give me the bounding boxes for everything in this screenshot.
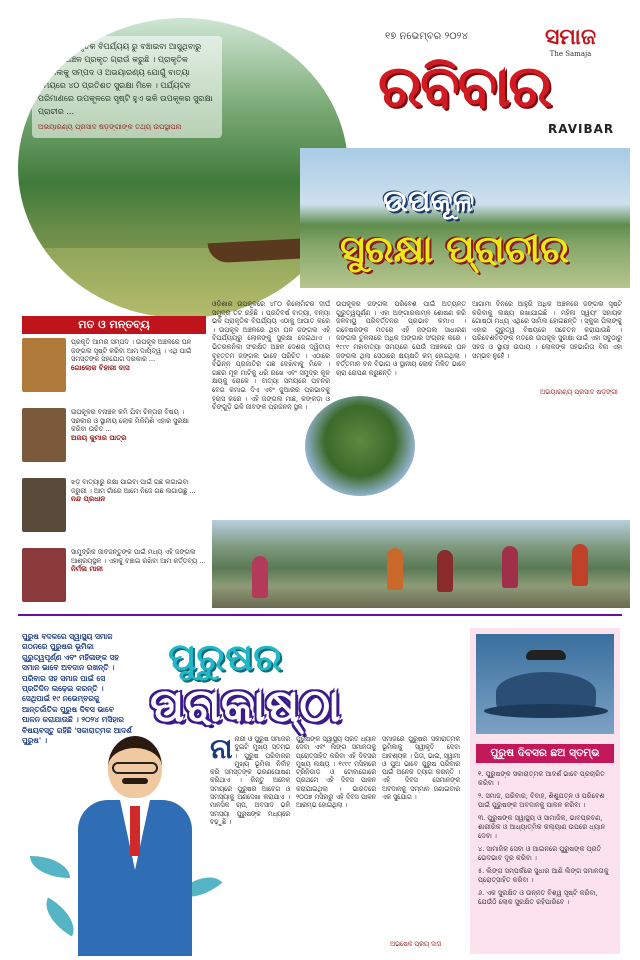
sidebar-list (478, 770, 614, 911)
opinion-body: ସାମୁଦ୍ରିକ ଜୀବଜନ୍ତୁଙ୍କ ପାଇଁ ମଧ୍ୟ ଏହି ଜଙ୍ଗଲ ଆଶ୍ରୟସ୍ଥଳ । ଏହାକୁ ବଞ୍ଚାଇ ରଖିବା ଆମ କର୍ତ୍ତବ୍ୟ ... (71, 548, 206, 565)
feature-column-1 (210, 736, 290, 954)
glasses-icon (112, 762, 158, 774)
list-item: ୨. ସମାଜ, ପରିବାର, ବିବାହ, ଶିଶୁଯତ୍ନ ଓ ପରିବେଶ ପାଇଁ ପୁରୁଷଙ୍କ ଅବଦାନକୁ ପାଳନ କରିବା । (478, 792, 605, 809)
issue-date: ୧୭ ନଭେମ୍ବର ୨୦୨୪ (385, 31, 468, 42)
opinion-text (71, 478, 206, 546)
samaja-logo-subtext: The Samaja (549, 50, 592, 58)
feature-credit: ଅଭିଷେକ ପ୍ରିୟ ଦାସ (390, 941, 441, 948)
headline-parakashtha: ପରାକାଷ୍ଠା (150, 678, 341, 732)
list-item: ୩. ପୁରୁଷଙ୍କ ସ୍ୱାସ୍ଥ୍ୟ ଓ ସାମାଜିକ, ଭାବପ୍ରବଣ, ଶାରୀରିକ ଓ ଆଧ୍ୟାତ୍ମିକ କଲ୍ୟାଣ ଉପରେ ଧ୍ୟାନ ଦେବା । (478, 814, 606, 840)
mangrove-inset-photo (305, 396, 415, 496)
opinion-item (22, 478, 206, 546)
woman-figure (502, 546, 518, 588)
person-photo (22, 408, 66, 462)
ravibar-masthead-subtitle: RAVIBAR (548, 122, 615, 136)
list-item: ୧. ପୁରୁଷଙ୍କ ସକାରାତ୍ମକ ଆଦର୍ଶ ଭାବେ ପ୍ରଚାରିତ କରିବା । (478, 770, 605, 787)
man-illustration (60, 736, 210, 956)
ravibar-masthead-logo: ରବିବାର (378, 52, 551, 120)
opinion-title: ମତ ଓ ମନ୍ତବ୍ୟ (22, 316, 206, 334)
opinion-author: ନିର୍ମଳା ମାଳୀ (71, 564, 103, 573)
opinion-author: ନନ୍ଦ ପ୍ରଧାନ (71, 494, 106, 503)
article-credit: ଅଭୟାରଣ୍ୟ ପ୍ରସାଦ ଷଡ଼ଙ୍ଗୀ (540, 388, 618, 396)
woman-figure (572, 544, 588, 586)
feature-column-1-text: ନାରୀ ଓ ପୁରୁଷ ସମାଜର ଦୁଇଟି ମୁଖ୍ୟ ସ୍ତମ୍ଭ । ପୁରୁଷ ପରିବାରର ମୁଖ୍ୟ ଭୂମିକା ନିର୍ବାହ କରି ସମସ୍ତଙ୍କ ଭରଣପୋଷଣ କରିଥାଏ । କିନ୍ତୁ ଅନେକ ସମୟରେ ପୁରୁଷର ଆବେଗ ଓ ସମସ୍ୟାକୁ ଅଣଦେଖା କରାଯାଏ । ମାନସିକ ଚାପ, ଅବସାଦ ଭଳି ସମସ୍ୟା ପୁରୁଷଙ୍କ ମଧ୍ୟରେ ବଢ଼ୁଛି । (210, 736, 290, 826)
person-photo (22, 548, 66, 602)
opinion-author: ଅଜୟ କୁମାର ପାତ୍ର (71, 432, 127, 442)
feature-column-3: ସମାଜରେ ପୁରୁଷର ସକାରାତ୍ମକ ଭୂମିକାକୁ ସ୍ୱୀକୃତି ଦେବା ଆବଶ୍ୟକ । ପିତା, ଭାଇ, ସ୍ୱାମୀ ଓ ପୁଅ ଭାବେ ପୁରୁଷ ପରିବାର ପାଇଁ ଅନେକ ତ୍ୟାଗ କରନ୍ତି । ଏହି ଦିବସ ସେମାନଙ୍କ ଅବଦାନକୁ ସମ୍ମାନ ଜଣାଇବାର ଏକ ସୁଯୋଗ । (382, 736, 460, 802)
opinion-author: ଗୋଲୋକ ବିହାରୀ ଦାସ (71, 362, 130, 372)
opinion-column (22, 316, 206, 606)
opinion-item (22, 338, 206, 406)
mens-day-sidebar (470, 628, 620, 954)
cover-credit: ଅଭୟାରଣ୍ୟ ପ୍ରସାଦ ଷଡ଼ଙ୍ଗୀଙ୍କ ତଥ୍ୟ ଉପସ୍ଥାପନା (38, 123, 182, 131)
woman-figure (387, 548, 403, 590)
feature-column-2: ପୁରୁଷଙ୍କ ସ୍ୱାସ୍ଥ୍ୟ ପ୍ରତି ଧ୍ୟାନ ଦେବା ଏବଂ ଲିଙ୍ଗ ସମାନତାକୁ ପ୍ରୋତ୍ସାହିତ କରିବା ଏହି ଦିବସର ମୁଖ୍ୟ ଲକ୍ଷ୍ୟ । ୧୯୯୯ ମସିହାରେ ଟ୍ରିନିଡାଡ ଓ ଟୋବାଗୋରେ ପ୍ରଥମେ ଏହି ଦିବସ ପାଳନ କରାଯାଇଥିଲା । ଭାରତରେ ୨୦୦୭ ମସିହାରୁ ଏହି ଦିବସ ପାଳନ ଆରମ୍ଭ ହୋଇଥିଲା । (296, 736, 376, 810)
mangrove-cover-photo (18, 18, 348, 318)
samaja-logo (545, 24, 596, 58)
cover-intro: ଓଡ଼ିଶାକୁ ପ୍ରାକୃତିକ ବିପର୍ଯ୍ୟୟ ରୁ ବଞ୍ଚାଇବା ଆସୁଥିବାରୁ ଉପକୂଳ ଅଞ୍ଚଳ ପ୍ରକୃତ ଗ୍ରାଉଁ କରୁଛି । ପ୍ରାକୃତିକ ଜଙ୍ଗଲକୁ ସମ୍ପଦ ଓ ଅଭୟାରଣ୍ୟ ଯୋଗୁଁ ବାତ୍ୟା ସମୟରେ ୪୦ ପ୍ରତିଶତ ସୁରକ୍ଷା ମିଳେ । ପର୍ଯ୍ୟଟନ ପରିମାଣରେ ଉପକୂଳରେ ସୃଷ୍ଟି ହୁଏ ଭଳି ଉପକୂଳର ସୁରକ୍ଷା ପ୍ରାଚୀର ... (38, 42, 213, 116)
opinion-text (71, 338, 206, 406)
mustache-icon (122, 778, 148, 784)
women-planting-photo (212, 520, 630, 608)
opinion-body: ଉପକୂଳର ବନାଞ୍ଚଳ କମି ଯିବା ଚିନ୍ତାର ବିଷୟ । ସରକାର ଓ ସ୍ଥାନୀୟ ଲୋକ ମିଳିମିଶି ଏହାର ସୁରକ୍ଷା କରିବା ଉଚିତ ... (71, 408, 189, 433)
opinion-body: ପ୍ରକୃତି ଆମର ସମ୍ପଦ । ଉପକୂଳ ଅଞ୍ଚଳରେ ଘନ ଜଙ୍ଗଲ ସୃଷ୍ଟି କରିବା ଆମ ଦାୟିତ୍ୱ । ଏଥି ପାଇଁ ସମସ୍ତଙ୍କ ସହଯୋଗ ଦରକାର ... (71, 338, 192, 363)
leaf-decoration (30, 856, 70, 878)
headline-purushara: ପୁରୁଷର (168, 634, 283, 679)
opinion-item (22, 548, 206, 616)
feature-intro: ପୁରୁଷ ବଦଳରେ ସ୍ୱାସ୍ଥ୍ୟ ସମାଜ ଗଠନରେ ପୁରୁଷର ଭୂମିକା ଗୁରୁତ୍ୱପୂର୍ଣ୍ଣ ଏବଂ ମହିଳାଙ୍କ ସହ ସମାନ ଭାବେ ଅବଦାନ ରଖନ୍ତି । ପରିବାର ସହ ସମାଜ ପାଇଁ ସେ ପ୍ରତିଦିନ ଲଢ଼େଇ କରନ୍ତି । ସେଥିପାଇଁ ୧୯ ନଭେମ୍ବରକୁ ଆନ୍ତର୍ଜାତିକ ପୁରୁଷ ଦିବସ ଭାବେ ପାଳନ କରାଯାଉଛି । ୨୦୨୪ ମସିହାର ବିଷୟବସ୍ତୁ ରହିଛି 'ସକାରାତ୍ମକ ଆଦର୍ଶ ପୁରୁଷ' । (22, 632, 132, 746)
headline-suraksha-prachira: ସୁରକ୍ଷା ପ୍ରାଚୀର (340, 226, 569, 271)
man-tie (130, 806, 140, 856)
article-column-3: ଆଗାମୀ ଦିନରେ ଆହୁରି ଅଧିକ ଅଞ୍ଚଳରେ ଜଙ୍ଗଲ ସୃଷ୍ଟି କରିବାକୁ ଲକ୍ଷ୍ୟ ରଖାଯାଇଛି । ମହିଳା ସ୍ୱୟଂ ସହାୟକ ଗୋଷ୍ଠୀ ମଧ୍ୟ ଏଥିରେ ସାମିଲ ହୋଇଛନ୍ତି । ସ୍କୁଲ ପିଲାଙ୍କୁ ଏହାର ଗୁରୁତ୍ୱ ବିଷୟରେ ସଚେତନ କରାଯାଉଛି । ପରିବେଶବିତ୍‌ଙ୍କ ମତରେ ଉପକୂଳ ସୁରକ୍ଷା ପାଇଁ ଏହା ସବୁଠାରୁ ସହଜ ଓ ସ୍ଥାୟୀ ଉପାୟ । ଲୋକଙ୍କ ସହଭାଗିତା ବିନା ଏହା ସମ୍ଭବ ନୁହେଁ । (472, 300, 622, 360)
opinion-text (71, 408, 206, 476)
list-item: ୬. ଏକ ସୁରକ୍ଷିତ ଓ ଉନ୍ନତ ବିଶ୍ୱ ସୃଷ୍ଟି କରିବା, ଯେଉଁଠି ଲୋକ ସୁରକ୍ଷିତ ରହିପାରିବେ । (478, 889, 598, 906)
opinion-body: ଝଡ଼ ବାତ୍ୟାରୁ ରକ୍ଷା ପାଇବା ପାଇଁ ଗଛ ଲଗାଇବା ଜରୁରୀ । ଆମ ଗାଁରେ ଆମେ ନିଜେ ଗଛ ଲଗାଉଛୁ ... (71, 478, 196, 495)
leaf-decoration (37, 897, 83, 936)
opinion-text (71, 548, 206, 616)
dropcap: ନା (210, 736, 233, 765)
list-item: ୫. ଲିଙ୍ଗ ସମ୍ପର୍କରେ ସୁଧାର ଆଣି ଲିଙ୍ଗ ସମାନତାକୁ ପ୍ରୋତ୍ସାହିତ କରିବା । (478, 867, 609, 884)
article-column-2: ଉପକୂଳର ଜଙ୍ଗଲ ପରିବେଶ ପାଇଁ ଅତ୍ୟନ୍ତ ଗୁରୁତ୍ୱପୂର୍ଣ୍ଣ । ଏହା ଅଙ୍ଗାରକାମ୍ଳ ଶୋଷଣ କରି ଜଳବାୟୁ ପରିବର୍ତ୍ତନର ପ୍ରଭାବ କମାଏ । ଗବେଷକଙ୍କ ମତରେ ଏହି ଜଙ୍ଗଲ ସାଧାରଣ ଜଙ୍ଗଲ ତୁଳନାରେ ଅଧିକ ଅଙ୍ଗାର ସଂଗ୍ରହ କରେ । ୧୯୯୯ ମହାବାତ୍ୟା ସମୟରେ ଯେଉଁ ଅଞ୍ଚଳରେ ଘନ ଜଙ୍ଗଲ ଥିଲା ସେଠାରେ କ୍ଷୟକ୍ଷତି କମ୍ ହୋଇଥିଲା । ବର୍ତ୍ତମାନ ବନ ବିଭାଗ ଓ ସ୍ଥାନୀୟ ଲୋକ ମିଳିତ ଭାବେ ଚାରା ରୋପଣ କରୁଛନ୍ତି । (336, 300, 466, 377)
woman-figure (252, 556, 268, 598)
mens-day-feature (0, 618, 640, 960)
person-photo (22, 338, 66, 392)
section-divider (18, 614, 622, 616)
headline-upakula: ଉପକୂଳ (383, 184, 475, 219)
cover-intro-text (32, 36, 222, 138)
person-photo (22, 478, 66, 532)
article-column-1: ଓଡ଼ିଶାର ଉପକୂଳରେ ୪୮୦ କିଲୋମିଟର ଦୀର୍ଘ ସମୁଦ୍ର ତଟ ରହିଛି । ପ୍ରତିବର୍ଷ ବାତ୍ୟା, ବନ୍ୟା ଭଳି ପ୍ରାକୃତିକ ବିପର୍ଯ୍ୟୟ ଏଠାକୁ ଆଘାତ କରେ । ଉପକୂଳ ଅଞ୍ଚଳରେ ଥିବା ଘନ ଜଙ୍ଗଲ ଏହି ବିପର୍ଯ୍ୟୟରୁ ଲୋକଙ୍କୁ ସୁରକ୍ଷା ଦେଇଥାଏ । ଭିତରକନିକା ସଂରକ୍ଷିତ ଅଞ୍ଚଳ ଦେଶର ଦ୍ୱିତୀୟ ବୃହତ୍ତମ ଜଙ୍ଗଲ ଭାବେ ପରିଚିତ । ଏଠାରେ ବିଭିନ୍ନ ପ୍ରଜାତିର ଗଛ ଦେଖିବାକୁ ମିଳେ । ଗଛର ମୂଳ ମାଟିକୁ ଧରି ରଖେ ଏବଂ ସମୁଦ୍ର କୂଳ କ୍ଷୟକୁ ରୋକେ । ବାତ୍ୟା ସମୟରେ ପବନର ବେଗ କମାଇ ଦିଏ ଏବଂ ଜୁଆରର ପ୍ରଭାବକୁ ହ୍ରାସ କରେ । ଏହି ଜଙ୍ଗଲ ମାଛ, କଙ୍କଡ଼ା ଓ ଚିଙ୍ଗୁଡ଼ି ଭଳି ଜୀବଙ୍କ ପ୍ରଜନନ ସ୍ଥଳ । (212, 300, 330, 412)
opinion-item (22, 408, 206, 476)
hat-mustache-photo (476, 634, 614, 734)
sidebar-title: ପୁରୁଷ ଦିବସର ଛଅ ସ୍ତମ୍ଭ (476, 744, 614, 763)
hat-brim (484, 704, 608, 718)
list-item: ୪. ସାମାଜିକ ସେବା ଓ ଆଇନରେ ପୁରୁଷଙ୍କ ପ୍ରତି ଭେଦଭାବ ଦୂର କରିବା । (478, 845, 602, 862)
feature-article (210, 736, 460, 956)
mustache-icon (526, 650, 566, 660)
samaja-logo-text: ସମାଜ (545, 24, 597, 50)
woman-figure (437, 550, 453, 592)
